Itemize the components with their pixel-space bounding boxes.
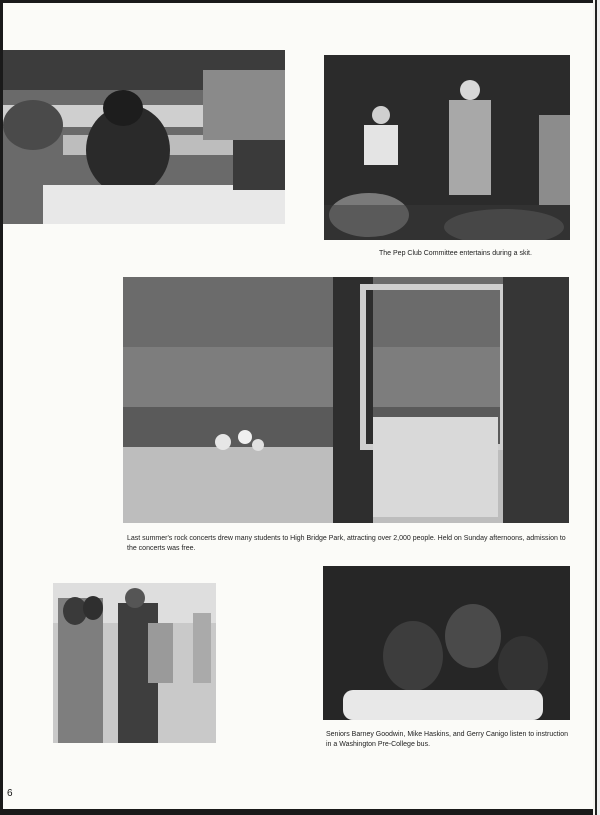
page-number: 6 <box>7 788 13 799</box>
page-edge <box>593 0 600 815</box>
photo-rock-concert-park <box>123 277 569 523</box>
photo-pep-club-skit <box>324 55 570 240</box>
caption-pep-committee: The Pep Club Committee entertains during a skit. <box>379 250 532 257</box>
photo-students-at-desks <box>3 50 285 224</box>
photo-students-walking <box>53 583 216 743</box>
photo-seniors-on-bus <box>323 566 570 720</box>
yearbook-page <box>3 3 593 809</box>
caption-seniors: Seniors Barney Goodwin, Mike Haskins, and Gerry Canigo listen to instruction in a Washington Pre-College bus. <box>326 731 568 748</box>
caption-rock-concert: Last summer's rock concerts drew many students to High Bridge Park, attracting over 2,000 people. Held on Sunday afternoons, admission to the concerts was free. <box>127 535 566 552</box>
